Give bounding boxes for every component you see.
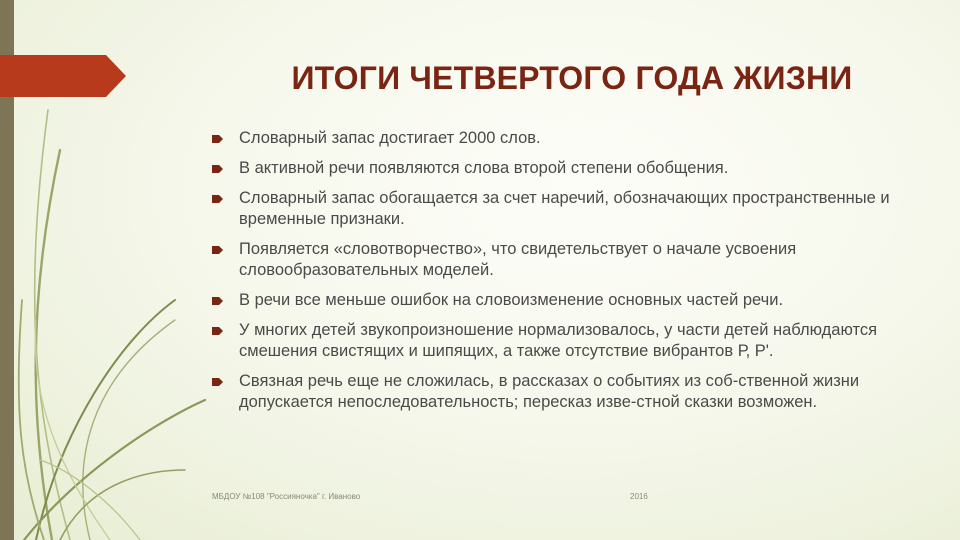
bullet-text: У многих детей звукопроизношение нормализовалось, у части детей наблюдаются смешения свистящих и шипящих, а также отсутствие вибрантов Р, Р'. — [239, 321, 878, 360]
bullet-item — [212, 320, 912, 362]
slide-title: ИТОГИ ЧЕТВЕРТОГО ГОДА ЖИЗНИ — [291, 60, 853, 96]
arrow-bullet-icon — [212, 245, 224, 255]
bullet-list — [212, 128, 912, 422]
arrow-bullet-icon — [212, 296, 224, 306]
bullet-text: Появляется «словотворчество», что свидетельствует о начале усвоения словообразовательных моделей. — [239, 240, 797, 279]
bullet-item — [212, 158, 912, 179]
bullet-text: Связная речь еще не сложилась, в рассказах о событиях из соб-ственной жизни допускается непоследовательность; пересказ изве-стной сказки возможен. — [239, 372, 860, 411]
footer-organization: МБДОУ №108 "Россияночка" г. Иваново — [212, 492, 361, 501]
bullet-text: Словарный запас достигает 2000 слов. — [239, 129, 541, 147]
title-arrow-shape — [0, 55, 126, 97]
bullet-item — [212, 290, 912, 311]
footer-year: 2016 — [630, 492, 648, 501]
arrow-bullet-icon — [212, 164, 224, 174]
bullet-item — [212, 371, 912, 413]
bullet-item — [212, 128, 912, 149]
arrow-bullet-icon — [212, 326, 224, 336]
bullet-text: Словарный запас обогащается за счет наречий, обозначающих пространственные и временные признаки. — [239, 189, 890, 228]
arrow-bullet-icon — [212, 194, 224, 204]
arrow-bullet-icon — [212, 377, 224, 387]
bullet-text: В активной речи появляются слова второй степени обобщения. — [239, 159, 729, 177]
arrow-bullet-icon — [212, 134, 224, 144]
bullet-text: В речи все меньше ошибок на словоизменение основных частей речи. — [239, 291, 784, 309]
bullet-item — [212, 188, 912, 230]
bullet-item — [212, 239, 912, 281]
